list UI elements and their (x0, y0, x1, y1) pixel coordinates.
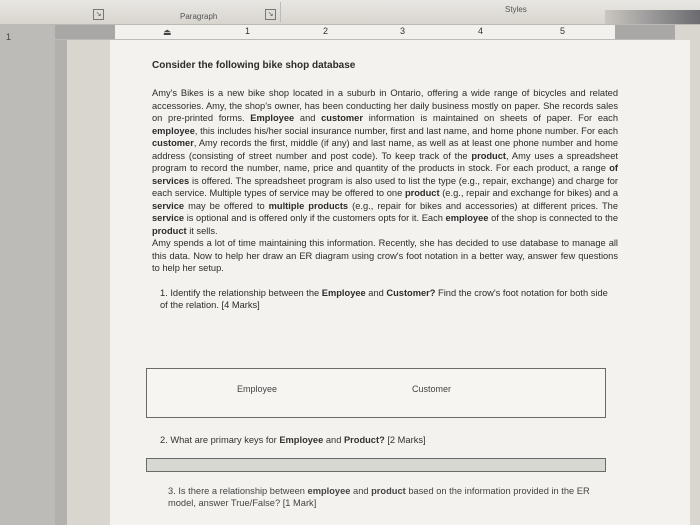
answer-box-1-right-label: Customer (412, 384, 452, 394)
styles-group-label: Styles (505, 5, 527, 14)
question-1: 1. Identify the relationship between the Employee and Customer? Find the crow's foot notation for both side of the relation. [4 Marks] (160, 287, 608, 310)
indent-marker-icon[interactable]: ⏏ (163, 27, 172, 37)
horizontal-ruler (55, 25, 675, 40)
answer-box-1-left-label: Employee (237, 384, 278, 394)
ruler-left-margin (55, 25, 115, 39)
document-heading: Consider the following bike shop database (152, 60, 356, 71)
left-ruler-number: 1 (6, 32, 12, 42)
font-dialog-launcher-icon[interactable]: ↘ (93, 9, 104, 20)
document-content[interactable] (152, 60, 618, 312)
question-3: 3. Is there a relationship between employee and product based on the information provided in the ER model, answer True/False? [1 Mark] (168, 486, 590, 508)
answer-box-2[interactable] (146, 458, 606, 472)
ruler-number: 1 (245, 26, 251, 36)
vertical-ruler (55, 40, 67, 525)
ruler-number: 4 (478, 26, 484, 36)
ruler-right-margin (615, 25, 675, 39)
ribbon-separator (280, 2, 281, 22)
case-description-paragraph: Amy's Bikes is a new bike shop located in a suburb in Ontario, offering a wide range of bicycles and related accessories. Amy, the shop's owner, has been conducting her daily business mostly on paper. She records sales on pre-printed forms. Employee and customer information is maintained on sheets of paper. For each employee, this includes his/her social insurance number, first and last name, and home phone number. For each customer, Amy records the first, middle (if any) and last name, as well as at least one phone number and home address (consisting of street number and post code). To keep track of the product, Amy uses a spreadsheet program to record the number, name, price and quantity of the products in stock. For each product, a range of services is offered. The spreadsheet program is also used to list the type (e.g., repair, exchange) and charge for each service. Multiple types of service may be offered to one product (e.g., repair and exchange for bikes) and a service may be offered to multiple products (e.g., repair for bikes and accessories) at different prices. The service is optional and is offered only if the customers opts for it. Each employee of the shop is connected to the product it sells. Amy spends a lot of time maintaining this information. Recently, she has decided to use database to manage all this data. Now to help her draw an ER diagram using crow's foot notation in a better way, answer few questions to help her setup. (152, 88, 618, 273)
ruler-number: 5 (560, 26, 566, 36)
question-2: 2. What are primary keys for Employee and Product? [2 Marks] (160, 435, 426, 445)
ruler-number: 3 (400, 26, 406, 36)
paragraph-group-label: Paragraph (180, 12, 218, 21)
left-gutter (0, 25, 55, 525)
ruler-number: 2 (323, 26, 329, 36)
ribbon-toolbar (0, 0, 700, 25)
ribbon-edge (605, 10, 700, 24)
document-page[interactable] (110, 40, 690, 525)
answer-box-1[interactable] (146, 368, 606, 418)
paragraph-dialog-launcher-icon[interactable]: ↘ (265, 9, 276, 20)
